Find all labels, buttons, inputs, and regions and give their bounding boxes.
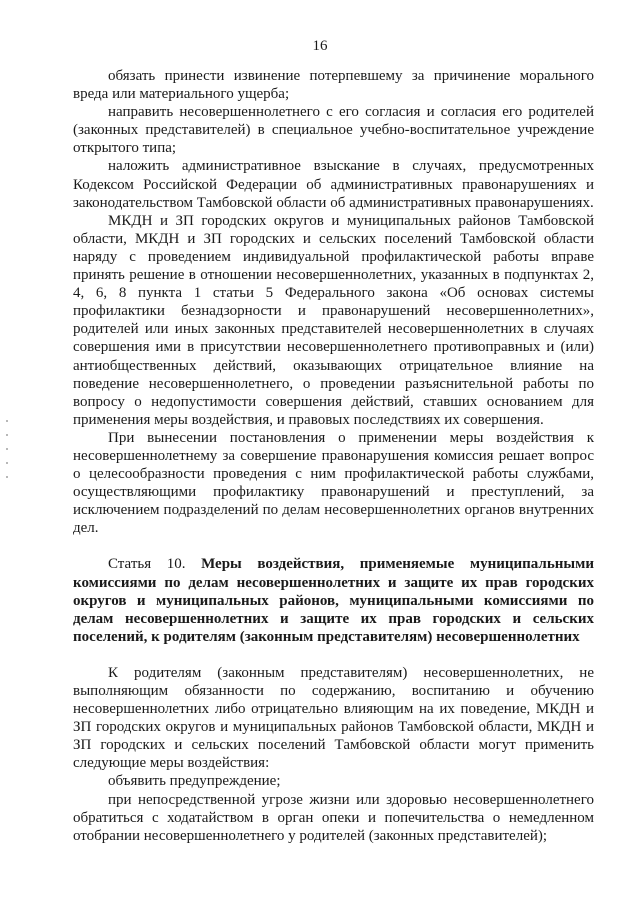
scan-mark	[6, 448, 8, 450]
body-paragraph: обязать принести извинение потерпевшему за причинение морального вреда или материального ущерба;	[73, 68, 594, 103]
article-number: Статья 10.	[108, 556, 186, 573]
page-number: 16	[312, 38, 328, 54]
scan-mark	[6, 476, 8, 478]
body-paragraph: МКДН и ЗП городских округов и муниципальных районов Тамбовской области, МКДН и ЗП городских и сельских поселений Тамбовской области наряду с проведением индивидуальной профилактической работы вправе принять решение в отношении несовершеннолетних, указанных в подпунктах 2, 4, 6, 8 пункта 1 статьи 5 Федерального закона «Об основах системы профилактики безнадзорности и правонарушений несовершеннолетних», родителей или иных законных представителей несовершеннолетних в случаях совершения ими в присутствии несовершеннолетнего противоправных и (или) антиобщественных действий, оказывающих отрицательное влияние на поведение несовершеннолетнего, о проведении разъяснительной работы по вопросу о недопустимости совершения действий, ставших основанием для применения меры воздействия, и правовых последствиях их совершения.	[73, 212, 594, 428]
body-paragraph: наложить административное взыскание в случаях, предусмотренных Кодексом Российской Федерации об административных правонарушениях и законодательством Тамбовской области об административных правонарушениях.	[73, 158, 594, 211]
body-paragraph: при непосредственной угрозе жизни или здоровью несовершеннолетнего обратиться с ходатайством в орган опеки и попечительства о немедленном отобрании несовершеннолетнего у родителей (законных представителей);	[73, 791, 594, 844]
body-paragraph: направить несовершеннолетнего с его согласия и согласия его родителей (законных представителей) в специальное учебно-воспитательное учреждение открытого типа;	[73, 104, 594, 157]
margin-scan-marks	[6, 420, 10, 510]
document-body	[73, 67, 594, 845]
spacer	[73, 537, 594, 555]
scan-mark	[6, 434, 8, 436]
spacer	[73, 646, 594, 664]
body-paragraph: К родителям (законным представителям) несовершеннолетних, не выполняющим обязанности по содержанию, воспитанию и обучению несовершеннолетних либо отрицательно влияющим на их поведение, МКДН и ЗП городских округов и муниципальных районов Тамбовской области, МКДН и ЗП городских и сельских поселений Тамбовской области могут применить следующие меры воздействия:	[73, 664, 594, 772]
scan-mark	[6, 420, 8, 422]
article-title: Меры воздействия, применяемые муниципальными комиссиями по делам несовершеннолетних и защите их прав городских округов и муниципальных районов, муниципальными комиссиями по делам несовершеннолетних и защите их прав городских и сельских поселений, к родителям (законным представителям) несовершеннолетних	[73, 556, 594, 645]
article-heading	[73, 555, 594, 645]
body-paragraph: При вынесении постановления о применении меры воздействия к несовершеннолетнему за совершение правонарушения комиссия решает вопрос о целесообразности проведения с ним профилактической работы службами, осуществляющими профилактику правонарушений и преступлений, за исключением подразделений по делам несовершеннолетних органов внутренних дел.	[73, 429, 594, 537]
body-paragraph: объявить предупреждение;	[108, 773, 281, 790]
scan-mark	[6, 462, 8, 464]
